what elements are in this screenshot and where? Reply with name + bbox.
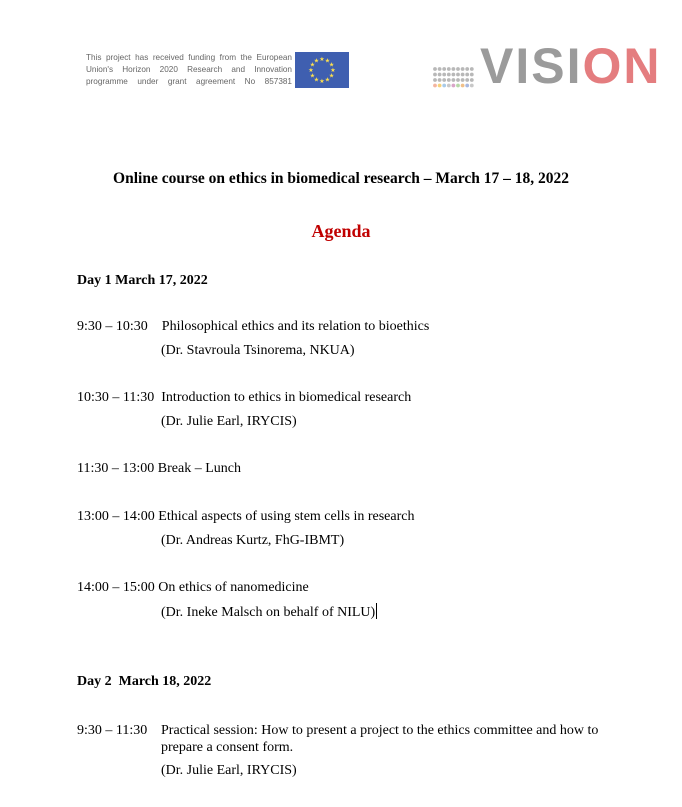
star-icon: ★: [324, 57, 331, 65]
logo-dot: [452, 67, 456, 71]
logo-dot: [461, 78, 465, 82]
logo-dot: [433, 78, 437, 82]
session-topic-continued: prepare a consent form.: [161, 740, 294, 755]
star-icon: ★: [328, 72, 335, 80]
vision-wordmark: VISION: [480, 38, 662, 94]
agenda-heading: Agenda: [311, 221, 371, 241]
logo-dot: [433, 73, 437, 77]
star-icon: ★: [319, 78, 325, 86]
star-icon: ★: [328, 61, 335, 69]
session-speaker: (Dr. Andreas Kurtz, FhG-IBMT): [161, 533, 345, 548]
logo-dot: [465, 84, 469, 88]
session-speaker: (Dr. Julie Earl, IRYCIS): [161, 414, 297, 429]
session-line: [77, 390, 411, 406]
star-icon: ★: [313, 76, 320, 84]
logo-dot: [442, 84, 446, 88]
session-time: 9:30 – 10:30: [77, 319, 148, 334]
logo-dot: [452, 78, 456, 82]
logo-dot: [447, 67, 451, 71]
logo-dot: [442, 78, 446, 82]
session-time: 13:00 – 14:00: [77, 509, 155, 524]
logo-dot: [447, 73, 451, 77]
session-paragraph: [77, 722, 637, 756]
session-topic: Break – Lunch: [157, 461, 241, 476]
session-topic: On ethics of nanomedicine: [158, 580, 309, 595]
session-time: 9:30 – 11:30: [77, 723, 148, 738]
star-icon: ★: [324, 76, 331, 84]
logo-dot: [461, 73, 465, 77]
logo-dot: [461, 67, 465, 71]
session-line: [77, 580, 309, 596]
logo-dot: [438, 73, 442, 77]
session-time: 10:30 – 11:30: [77, 390, 155, 405]
vision-logo: [432, 38, 662, 94]
text-cursor: [376, 603, 377, 619]
session-topic: Ethical aspects of using stem cells in research: [158, 509, 415, 524]
logo-dot: [442, 67, 446, 71]
session-speaker: (Dr. Julie Earl, IRYCIS): [161, 763, 297, 778]
logo-dot: [465, 78, 469, 82]
logo-dot: [470, 67, 474, 71]
session-time: 14:00 – 15:00: [77, 580, 155, 595]
logo-dot: [456, 67, 460, 71]
session-line: [77, 461, 241, 477]
session-line: [77, 319, 429, 335]
logo-dot: [433, 67, 437, 71]
session-speaker: (Dr. Ineke Malsch on behalf of NILU): [161, 605, 376, 620]
day-heading: Day 1 March 17, 2022: [77, 273, 208, 288]
dots-icon: [432, 66, 476, 92]
star-icon: ★: [308, 67, 314, 75]
logo-dot: [442, 73, 446, 77]
logo-dot: [438, 67, 442, 71]
logo-dot: [470, 73, 474, 77]
logo-dot: [438, 78, 442, 82]
star-icon: ★: [313, 57, 320, 65]
logo-dot: [456, 73, 460, 77]
session-line: [77, 509, 414, 525]
session-topic: Introduction to ethics in biomedical research: [161, 390, 412, 405]
session-speaker: (Dr. Stavroula Tsinorema, NKUA): [161, 343, 355, 358]
logo-dot: [470, 84, 474, 88]
star-icon: ★: [309, 72, 316, 80]
logo-dot: [447, 78, 451, 82]
logo-dot: [465, 73, 469, 77]
logo-dot: [438, 84, 442, 88]
logo-dot: [433, 84, 437, 88]
session-topic: Practical session: How to present a project to the ethics committee and how to: [161, 723, 599, 738]
funding-statement: This project has received funding from the European Union's Horizon 2020 Research and Innovation programme under grant agreement No 857381: [86, 53, 292, 86]
logo-dot: [452, 73, 456, 77]
logo-dot: [465, 67, 469, 71]
logo-dot: [456, 78, 460, 82]
page-title: Online course on ethics in biomedical research – March 17 – 18, 2022: [113, 170, 569, 187]
document-header: [0, 0, 682, 110]
logo-dot: [456, 84, 460, 88]
session-time: 11:30 – 13:00: [77, 461, 155, 476]
logo-dot: [461, 84, 465, 88]
eu-flag-icon: [295, 52, 349, 88]
star-icon: ★: [330, 67, 336, 75]
logo-dot: [447, 84, 451, 88]
logo-dot: [452, 84, 456, 88]
logo-dot: [470, 78, 474, 82]
session-topic: Philosophical ethics and its relation to bioethics: [161, 319, 430, 334]
star-icon: ★: [309, 61, 316, 69]
star-icon: ★: [319, 56, 325, 64]
day-heading: Day 2 March 18, 2022: [77, 674, 212, 689]
